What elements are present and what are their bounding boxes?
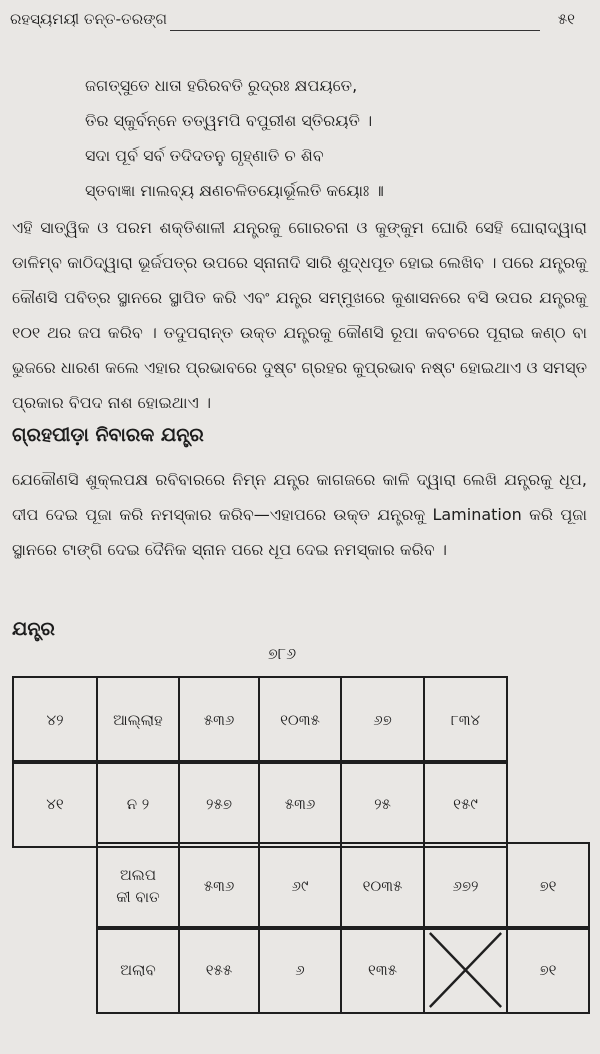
section-heading: ଗ୍ରହପୀଡ଼ା ନିବାରକ ଯନ୍ତ୍ର [12, 424, 204, 446]
header-rule [170, 30, 540, 31]
verse-line: ଜଗତ୍ସୁତେ ଧାତା ହରିରବତି ରୁଦ୍ରଃ କ୍ଷପୟତେ, [85, 76, 358, 95]
verse-line: ସଦା ପୂର୍ବ ସର୍ବ ତଦିଦତନୁ ଗୃହ୍ଣାତି ଚ ଶିବ [85, 146, 324, 165]
running-header [10, 10, 585, 34]
yantra-cell: ଆଲ୍ଲାହ [96, 676, 180, 764]
verse-line: ସ୍ତବାଜ୍ଞା ମାଲବ୍ୟ କ୍ଷଣଚଳିତୟୋର୍ଭୂଲତି କୟୋଃ ॥ [85, 181, 384, 200]
yantra-cell: ୮୩୪ [423, 676, 508, 764]
yantra-cell: ୧୫୫ [178, 926, 260, 1014]
page-number: ୫୧ [557, 10, 575, 28]
yantra-cell: ୬୭୨ [423, 842, 508, 930]
yantra-heading: ଯନ୍ତ୍ର [12, 618, 55, 640]
yantra-cell: ୨୫୭ [178, 760, 260, 848]
yantra-cell: ୬୯ [258, 842, 342, 930]
yantra-cell: ୧୫୯ [423, 760, 508, 848]
yantra-cell: ୨୫ [340, 760, 425, 848]
yantra-cell: ୫୩୬ [258, 760, 342, 848]
yantra-top-number: ୭୮୬ [268, 644, 297, 663]
yantra-cell: ୫୩୬ [178, 842, 260, 930]
body-paragraph-2: ଯେକୌଣସି ଶୁକ୍ଲପକ୍ଷ ରବିବାରରେ ନିମ୍ନ ଯନ୍ତ୍ର କାଗଜରେ କାଳି ଦ୍ୱାରା ଲେଖି ଯନ୍ତ୍ରକୁ ଧୂପ, ଦୀପ ଦେଇ ପୂଜା କରି ନମସ୍କାର କରିବ—ଏହାପରେ ଉକ୍ତ ଯନ୍ତ୍ରକୁ Lamination କରି ପୂଜା ସ୍ଥାନରେ ଟାଙ୍ଗି ଦେଇ ଦୈନିକ ସ୍ନାନ ପରେ ଧୂପ ଦେଇ ନମସ୍କାର କରିବ । [12, 470, 587, 559]
sanskrit-verse [85, 68, 565, 208]
yantra-cell: ୧୩୫ [340, 926, 425, 1014]
yantra-cell: ୧୦୩୫ [258, 676, 342, 764]
yantra-cell: ୭୧ [506, 926, 590, 1014]
body-paragraph-1: ଏହି ସାତ୍ୱିକ ଓ ପରମ ଶକ୍ତିଶାଳୀ ଯନ୍ତ୍ରକୁ ଗୋରଚନା ଓ କୁଙ୍କୁମ ଘୋରି ସେହି ଘୋରାଦ୍ୱାରା ଡାଳିମ୍ବ କାଠିଦ୍ୱାରା ଭୂର୍ଜପତ୍ର ଉପରେ ସ୍ନାନାଦି ସାରି ଶୁଦ୍ଧପୂତ ହୋଇ ଲେଖିବ । ପରେ ଯନ୍ତ୍ରକୁ କୌଣସି ପବିତ୍ର ସ୍ଥାନରେ ସ୍ଥାପିତ କରି ଏବଂ ଯନ୍ତ୍ର ସମ୍ମୁଖରେ କୁଶାସନରେ ବସି ଉପର ଯନ୍ତ୍ରକୁ ୧୦୧ ଥର ଜପ କରିବ । ତଦୁପରାନ୍ତ ଉକ୍ତ ଯନ୍ତ୍ରକୁ କୌଣସି ରୂପା କବଚରେ ପୂରାଇ କଣ୍ଠ ବା ଭୁଜରେ ଧାରଣ କଲେ ଏହାର ପ୍ରଭାବରେ ଦୁଷ୍ଟ ଗ୍ରହର କୁପ୍ରଭାବ ନଷ୍ଟ ହୋଇଥାଏ ଓ ସମସ୍ତ ପ୍ରକାର ବିପଦ ନାଶ ହୋଇଥାଏ । [12, 218, 587, 412]
cross-mark-icon [425, 928, 506, 1012]
yantra-cell: ୧୦୩୫ [340, 842, 425, 930]
yantra-cell: ଅଲପ କୀ ବାତ [96, 842, 180, 930]
yantra-cell: ନ ୨ [96, 760, 180, 848]
yantra-cell: ୬୭ [340, 676, 425, 764]
yantra-cell: ୬ [258, 926, 342, 1014]
yantra-cell-crossed [423, 926, 508, 1014]
running-title: ରହସ୍ୟମୟୀ ତନ୍ତ-ତରଙ୍ଗ [10, 10, 168, 28]
yantra-cell: ୭୧ [506, 842, 590, 930]
yantra-cell: ୫୩୬ [178, 676, 260, 764]
yantra-cell: ୪୧ [12, 760, 98, 848]
verse-line: ତିର ସ୍କୁର୍ବନ୍ନେ ତତ୍ୱମପି ବପୁରୀଶ ସ୍ତିରୟତି । [85, 111, 373, 130]
yantra-cell: ୪୨ [12, 676, 98, 764]
yantra-cell: ଅଲାବ [96, 926, 180, 1014]
